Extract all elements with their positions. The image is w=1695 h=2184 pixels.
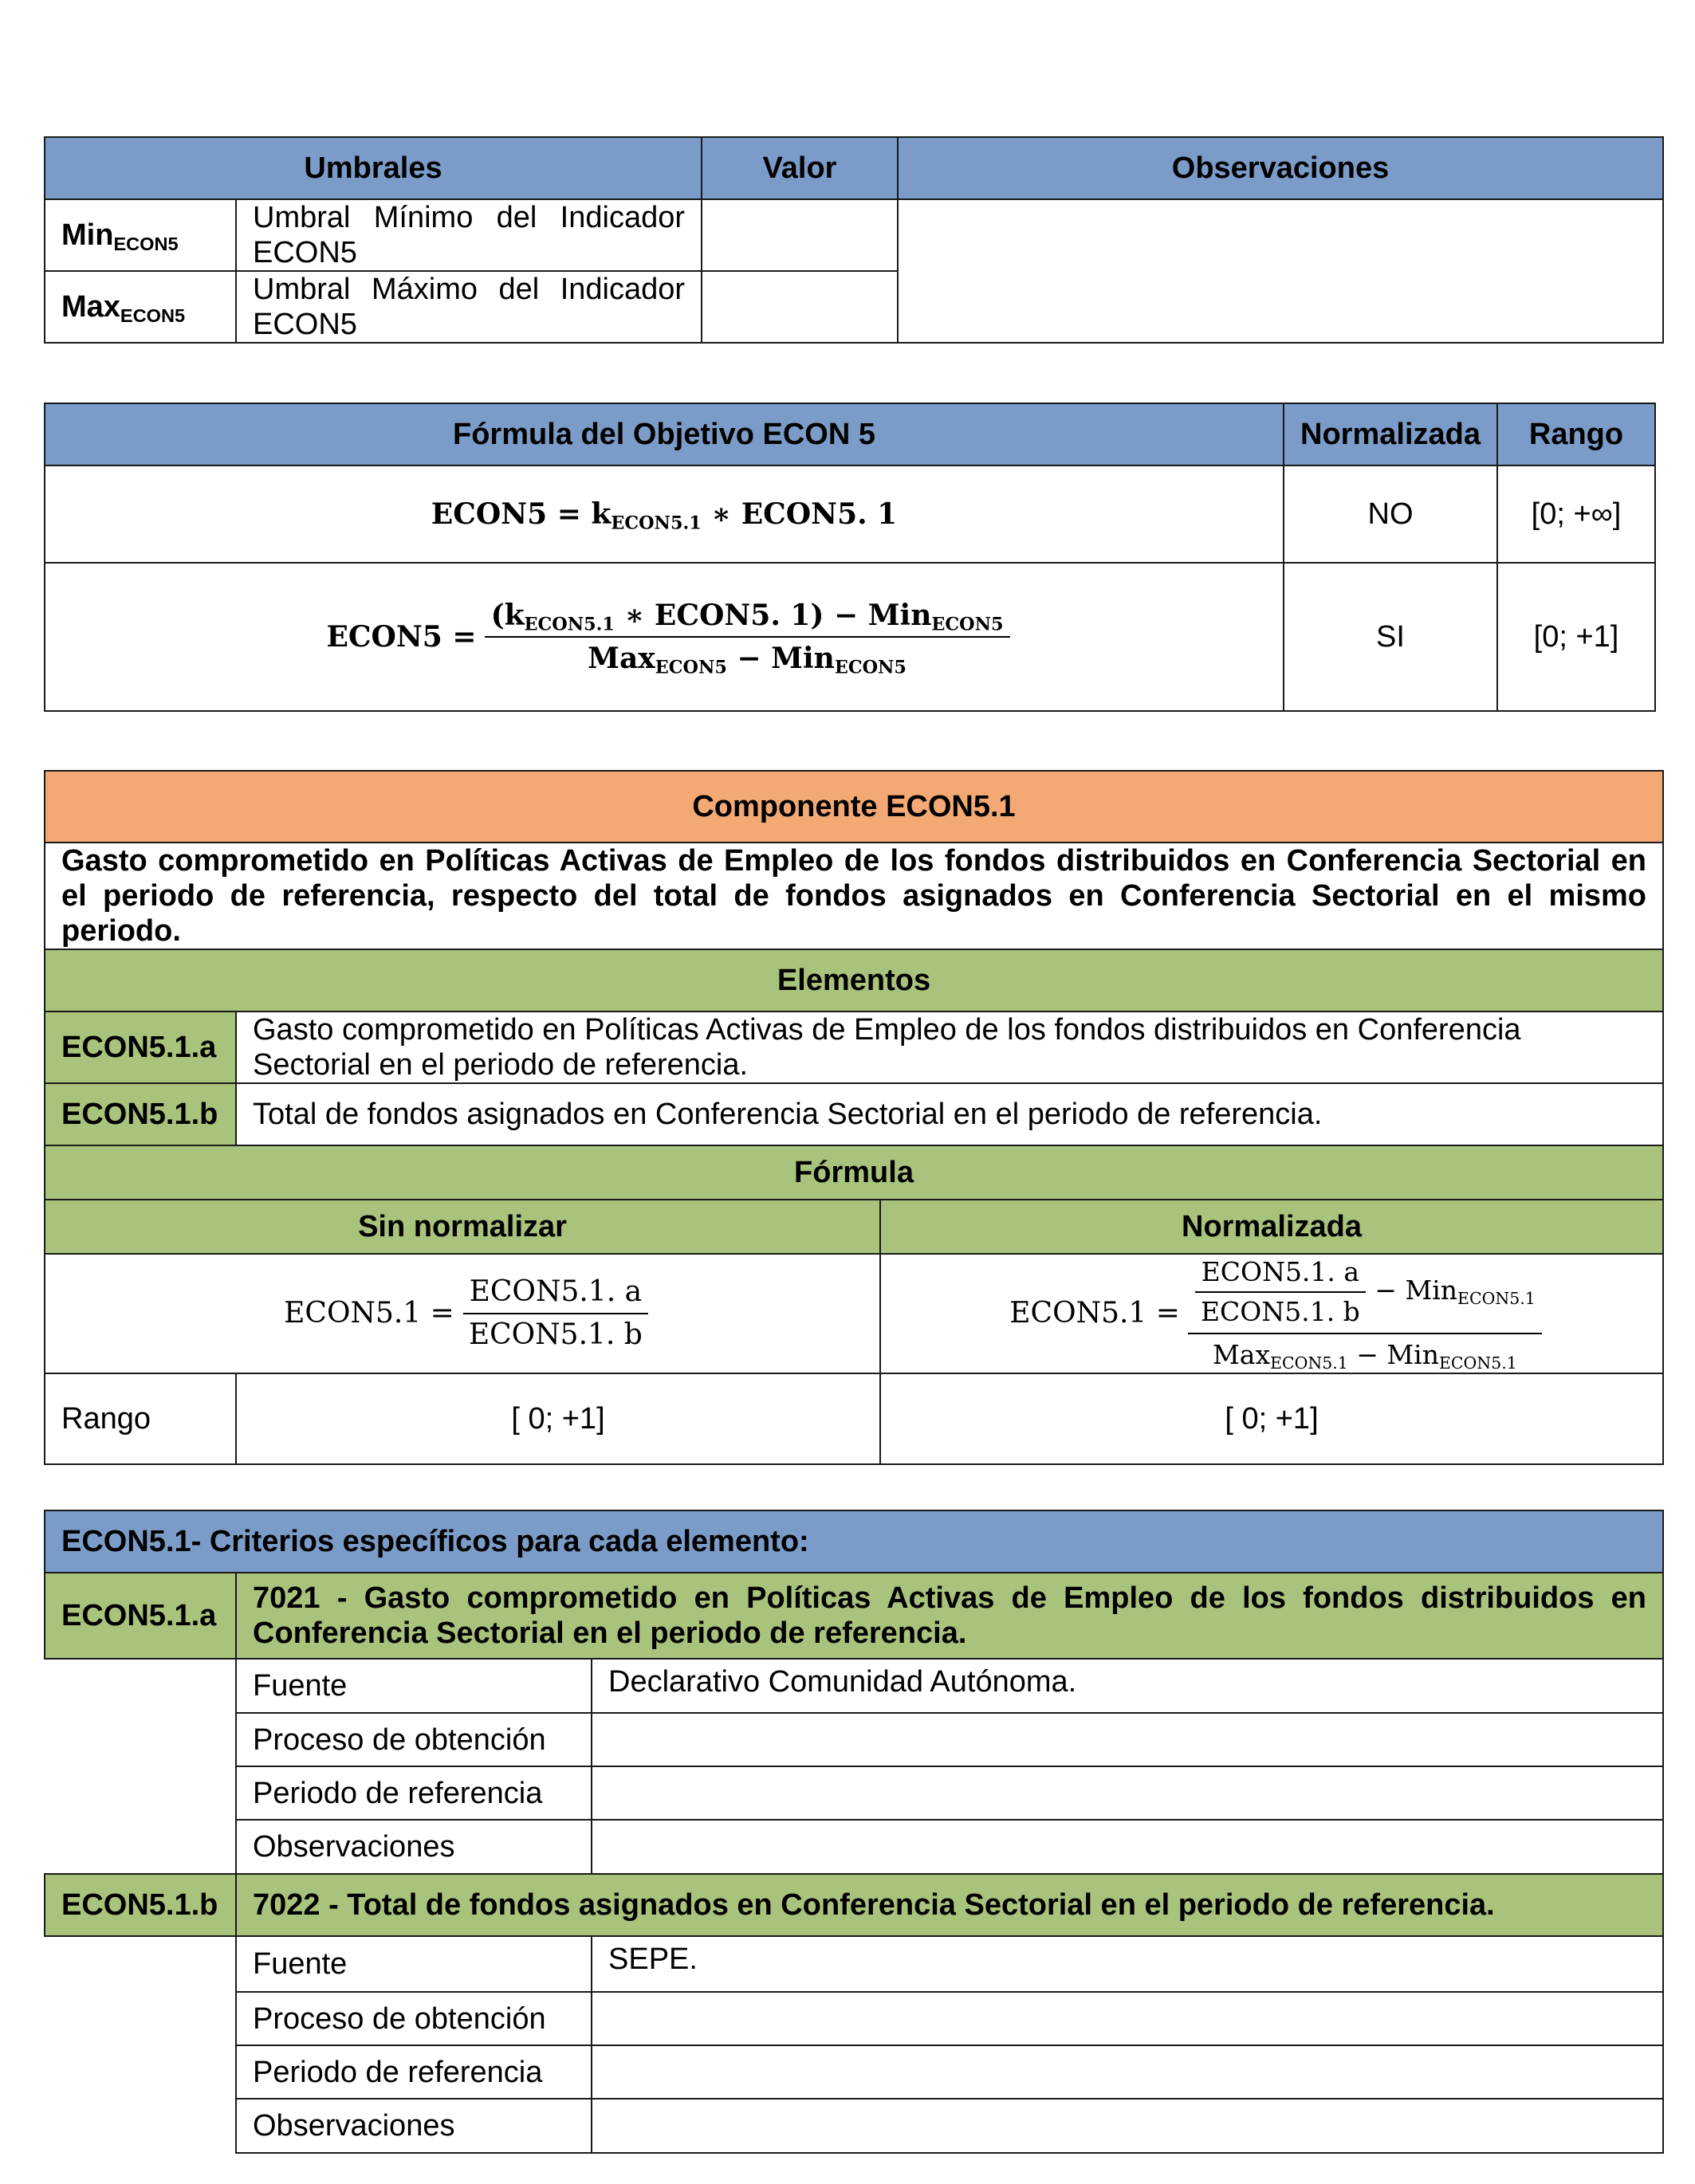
max-econ5-label: Max$_{ECON5}$ — [45, 271, 236, 343]
table-row — [236, 2045, 1663, 2099]
rango-normalizada: [ 0; +1] — [880, 1373, 1663, 1464]
componente-title: Componente ECON5.1 — [45, 771, 1663, 843]
criterio-code: ECON5.1.b — [45, 1874, 236, 1936]
rango-header: Rango — [1497, 403, 1655, 465]
table-row — [236, 1936, 1663, 1992]
observaciones-header: Observaciones — [898, 137, 1663, 199]
field-value — [592, 1820, 1663, 1874]
criterio-a-fields — [235, 1658, 1664, 1875]
table-row — [236, 1820, 1663, 1874]
elemento-text: Gasto comprometido en Políticas Activas de Empleo de los fondos distribuidos en Conferencia Sectorial en el periodo de referencia. — [236, 1011, 1663, 1083]
normalizada-header: Normalizada — [1284, 403, 1497, 465]
umbrales-observaciones — [898, 199, 1663, 343]
max-econ5-description: Umbral Máximo del Indicador ECON5 — [236, 271, 702, 343]
umbrales-header: Umbrales — [45, 137, 702, 199]
min-econ5-label: Min$_{ECON5}$ — [45, 199, 236, 271]
field-label: Proceso de obtención — [236, 1713, 592, 1766]
field-label: Periodo de referencia — [236, 2045, 592, 2099]
min-econ5-value — [702, 199, 898, 271]
formula-raw-normalizada: NO — [1284, 465, 1497, 563]
rango-label: Rango — [45, 1373, 236, 1464]
field-label: Fuente — [236, 1936, 592, 1992]
criterio-code: ECON5.1.a — [45, 1573, 236, 1659]
field-value — [592, 1992, 1663, 2045]
sin-normalizar-header: Sin normalizar — [45, 1200, 880, 1254]
elemento-code: ECON5.1.a — [45, 1011, 236, 1083]
formula-econ5-normalized: ECON5 = $\frac{(k_{ECON5.1} ∗ ECON5. 1) - Min_{ECON5}}{Max_{ECON5} - Min_{ECON5}}$ — [45, 563, 1284, 711]
normalizada-header: Normalizada — [880, 1200, 1663, 1254]
field-value — [592, 2045, 1663, 2099]
field-label: Observaciones — [236, 2099, 592, 2153]
field-value: Declarativo Comunidad Autónoma. — [592, 1659, 1663, 1713]
formula-normalizada: ECON5.1 = $\frac{\text{ECON5.1. a}}{\text{ECON5.1. b}}$ − Min$_{ECON5.1}$ Max$_{ECON5.1}$ − Min$_{ECON5.1}$ — [880, 1254, 1663, 1373]
max-econ5-value — [702, 271, 898, 343]
field-label: Observaciones — [236, 1820, 592, 1874]
criterio-b-header — [44, 1873, 1664, 1937]
formula-sin-normalizar: ECON5.1 = $\frac{\text{ECON5.1. a}}{\text{ECON5.1. b}}$ — [45, 1254, 880, 1373]
componente-table — [44, 770, 1664, 1465]
criterio-b-fields — [235, 1935, 1664, 2154]
field-label: Proceso de obtención — [236, 1992, 592, 2045]
field-value — [592, 2099, 1663, 2153]
criterio-title: 7021 - Gasto comprometido en Políticas Activas de Empleo de los fondos distribuidos en Conferencia Sectorial en el periodo de referencia. — [236, 1573, 1663, 1659]
field-value — [592, 1766, 1663, 1820]
elemento-code: ECON5.1.b — [45, 1083, 236, 1145]
formula-norm-normalizada: SI — [1284, 563, 1497, 711]
elementos-header: Elementos — [45, 949, 1663, 1011]
field-value — [592, 1713, 1663, 1766]
field-label: Fuente — [236, 1659, 592, 1713]
min-econ5-description: Umbral Mínimo del Indicador ECON5 — [236, 199, 702, 271]
table-row — [236, 2099, 1663, 2153]
criterio-title: 7022 - Total de fondos asignados en Conferencia Sectorial en el periodo de referencia. — [236, 1874, 1663, 1936]
formula-objetivo-header: Fórmula del Objetivo ECON 5 — [45, 403, 1284, 465]
rango-sin-normalizar: [ 0; +1] — [236, 1373, 880, 1464]
umbrales-table — [44, 136, 1664, 344]
elemento-text: Total de fondos asignados en Conferencia Sectorial en el periodo de referencia. — [236, 1083, 1663, 1145]
formula-raw-rango: [0; +∞] — [1497, 465, 1655, 563]
table-row — [236, 1766, 1663, 1820]
componente-description: Gasto comprometido en Políticas Activas de Empleo de los fondos distribuidos en Conferencia Sectorial en el periodo de referencia, respecto del total de fondos asignados en Conferencia Sectorial en el mismo periodo. — [45, 843, 1663, 949]
formula-objetivo-table — [44, 403, 1656, 712]
criterios-header-table — [44, 1510, 1664, 1660]
valor-header: Valor — [702, 137, 898, 199]
formula-header: Fórmula — [45, 1145, 1663, 1200]
formula-econ5-raw: ECON5 = $k_{ECON5.1}$ ∗ ECON5. 1 — [45, 465, 1284, 563]
criterios-title: ECON5.1- Criterios específicos para cada elemento: — [45, 1510, 1663, 1573]
field-label: Periodo de referencia — [236, 1766, 592, 1820]
table-row — [236, 1713, 1663, 1766]
formula-norm-rango: [0; +1] — [1497, 563, 1655, 711]
table-row — [236, 1659, 1663, 1713]
table-row — [236, 1992, 1663, 2045]
field-value: SEPE. — [592, 1936, 1663, 1992]
